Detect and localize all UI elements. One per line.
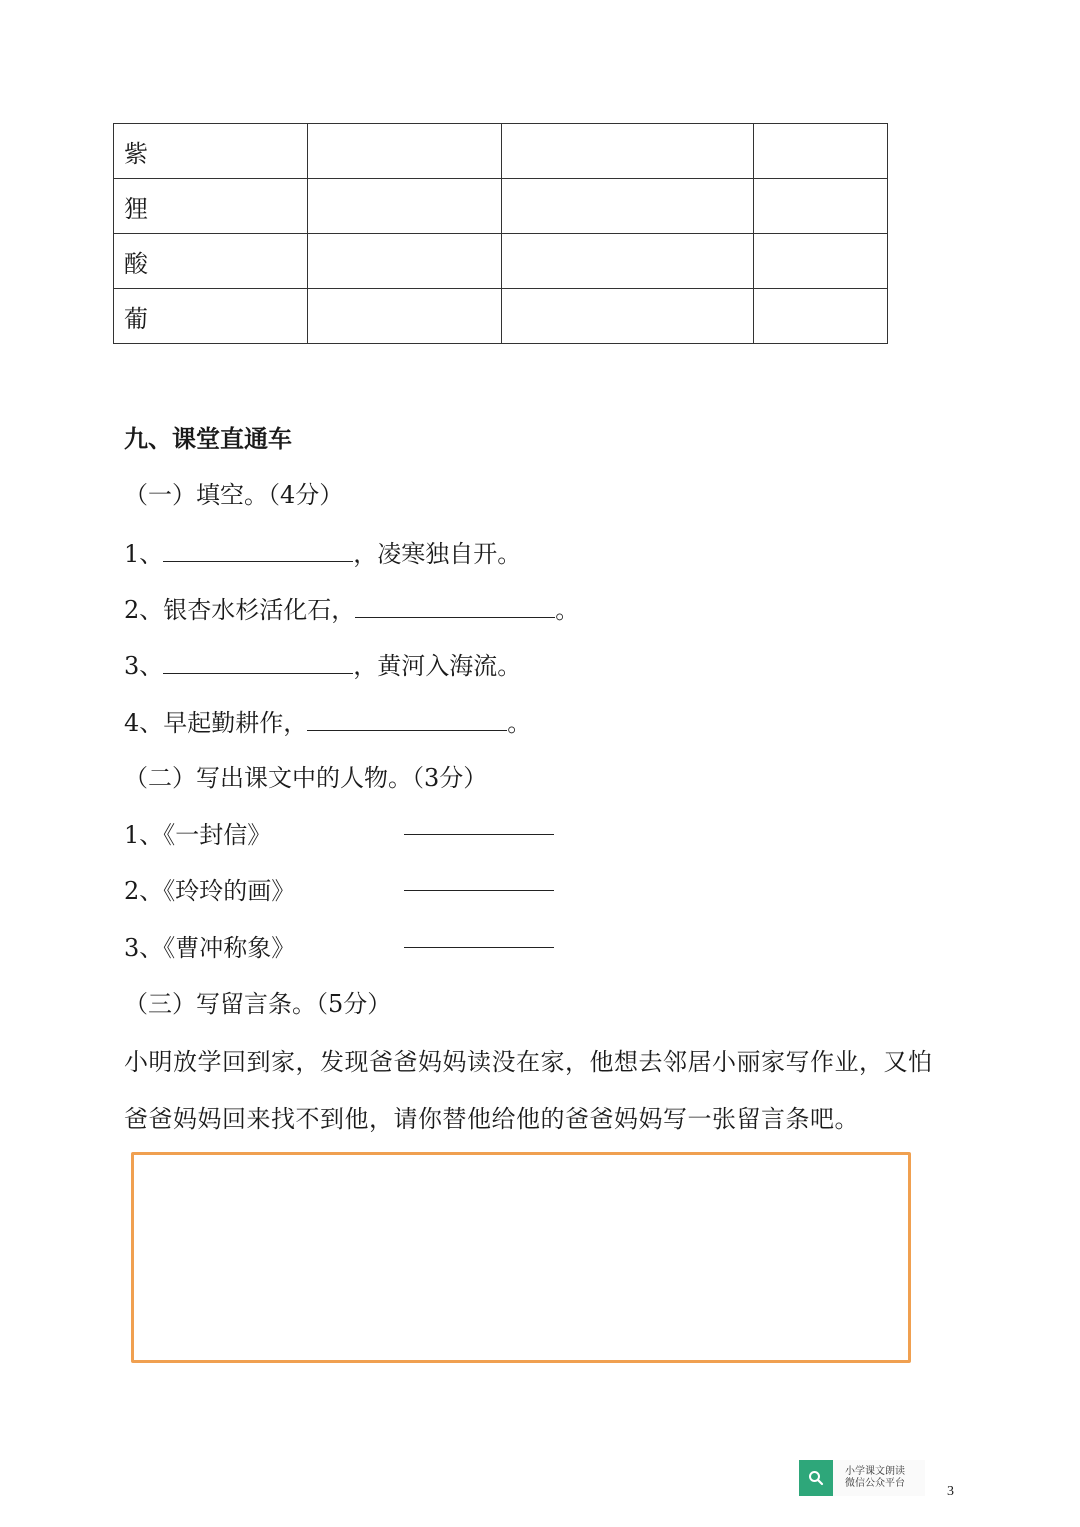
part3-heading: （三）写留言条。（5分） [124, 990, 392, 1018]
table-cell-blank[interactable] [308, 234, 502, 289]
page-number: 3 [947, 1484, 954, 1499]
table-cell-blank[interactable] [308, 179, 502, 234]
search-icon [799, 1460, 833, 1496]
note-prompt-line1: 小明放学回到家，发现爸爸妈妈读没在家，他想去邻居小丽家写作业，又怕 [124, 1048, 933, 1076]
lesson-title-1: 1、《一封信》 [124, 821, 272, 849]
fill-item-prefix: 2、银杏水杉活化石， [124, 596, 356, 624]
character-answer-line[interactable] [404, 834, 554, 835]
table-cell-blank[interactable] [754, 234, 888, 289]
fill-item-prefix: 3、 [124, 652, 164, 680]
lesson-title-3: 3、《曹冲称象》 [124, 934, 296, 962]
note-prompt [124, 1034, 964, 1148]
note-answer-box[interactable] [131, 1152, 911, 1363]
badge-line2: 微信公众平台 [845, 1478, 905, 1489]
table-row [114, 124, 888, 179]
table-cell-blank[interactable] [502, 179, 754, 234]
character-answer-line[interactable] [404, 947, 554, 948]
badge-text [833, 1466, 905, 1490]
fill-item-1 [124, 535, 521, 572]
table-row [114, 234, 888, 289]
part1-heading: （一）填空。（4分） [124, 481, 344, 509]
table-row [114, 179, 888, 234]
fill-item-2 [124, 591, 579, 628]
fill-item-suffix: ，凌寒独自开。 [353, 540, 522, 568]
part2-heading: （二）写出课文中的人物。（3分） [124, 764, 488, 792]
fill-item-suffix: 。 [507, 709, 532, 737]
fill-blank-input[interactable] [307, 704, 507, 731]
wechat-badge [799, 1460, 925, 1496]
table-cell-char: 酸 [114, 234, 308, 289]
table-cell-blank[interactable] [754, 179, 888, 234]
table-cell-blank[interactable] [502, 234, 754, 289]
table-cell-blank[interactable] [502, 124, 754, 179]
character-answer-line[interactable] [404, 890, 554, 891]
fill-item-prefix: 4、早起勤耕作， [124, 709, 308, 737]
fill-item-4 [124, 704, 531, 741]
table-cell-blank[interactable] [754, 289, 888, 344]
table-row [114, 289, 888, 344]
table-cell-char: 狸 [114, 179, 308, 234]
lesson-title-2: 2、《玲玲的画》 [124, 877, 296, 905]
table-cell-blank[interactable] [754, 124, 888, 179]
section-title: 九、课堂直通车 [124, 424, 292, 453]
fill-blank-input[interactable] [163, 535, 353, 562]
fill-item-suffix: 。 [555, 596, 580, 624]
fill-item-3 [124, 647, 521, 684]
fill-blank-input[interactable] [355, 591, 555, 618]
character-table [113, 123, 888, 344]
fill-blank-input[interactable] [163, 647, 353, 674]
table-cell-char: 葡 [114, 289, 308, 344]
table-cell-blank[interactable] [308, 289, 502, 344]
fill-item-suffix: ，黄河入海流。 [353, 652, 522, 680]
table-cell-blank[interactable] [308, 124, 502, 179]
table-cell-blank[interactable] [502, 289, 754, 344]
table-cell-char: 紫 [114, 124, 308, 179]
note-prompt-line2: 爸爸妈妈回来找不到他，请你替他给他的爸爸妈妈写一张留言条吧。 [124, 1105, 859, 1133]
fill-item-prefix: 1、 [124, 540, 164, 568]
badge-line1: 小学课文朗读 [845, 1466, 905, 1477]
